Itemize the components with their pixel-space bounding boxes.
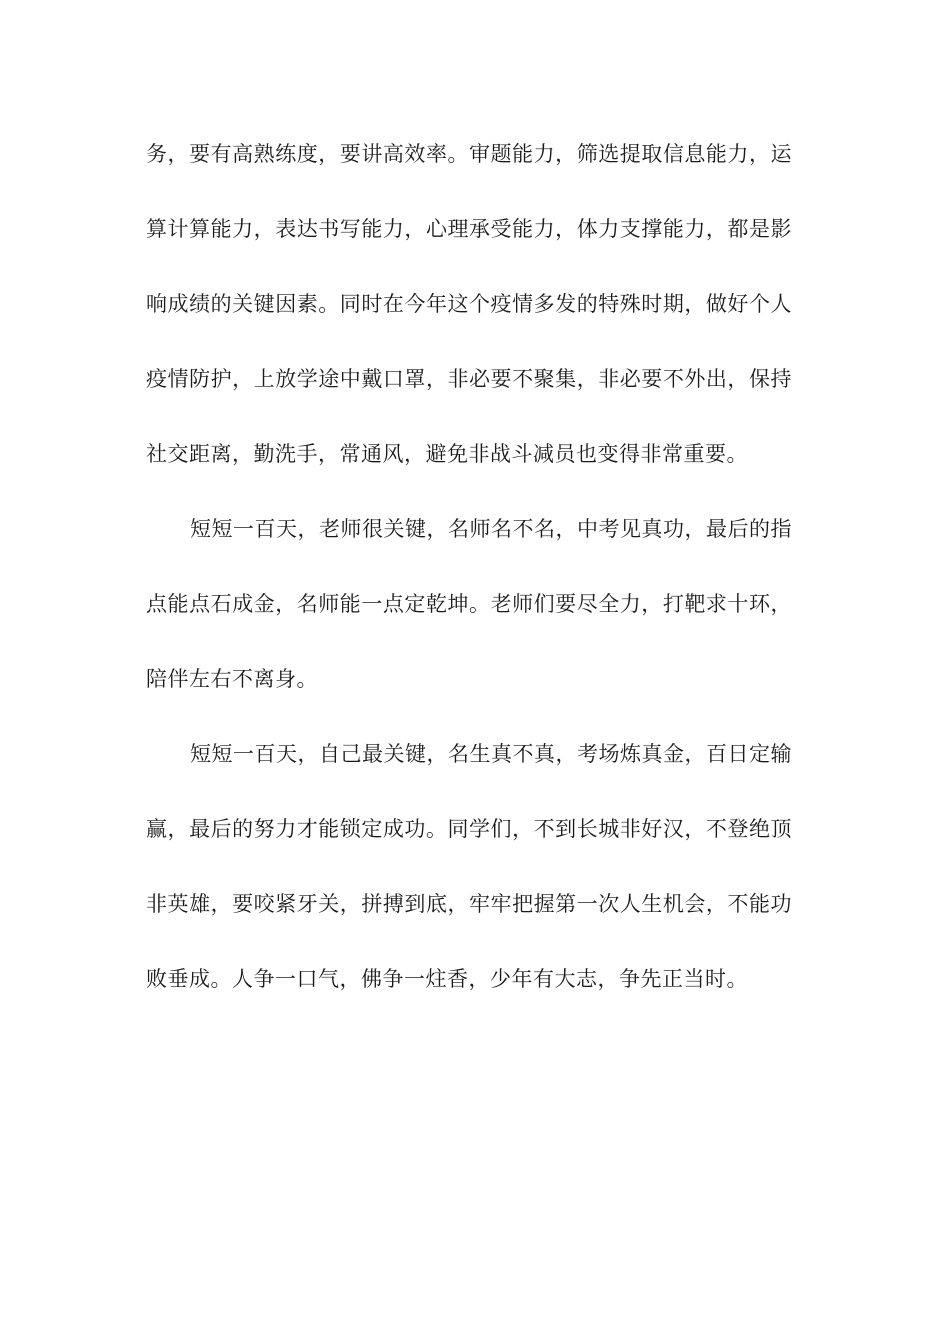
paragraph-1: 务，要有高熟练度，要讲高效率。审题能力，筛选提取信息能力，运算计算能力，表达书写能力，心理承受能力，体力支撑能力，都是影响成绩的关键因素。同时在今年这个疫情多发的特殊时期，做好个人疫情防护，上放学途中戴口罩，非必要不聚集，非必要不外出，保持社交距离，勤洗手，常通风，避免非战斗减员也变得非常重要。 [146,142,792,466]
paragraph-3: 短短一百天，自己最关键，名生真不真，考场炼真金，百日定输赢，最后的努力才能锁定成功。同学们，不到长城非好汉，不登绝顶非英雄，要咬紧牙关，拼搏到底，牢牢把握第一次人生机会，不能功败垂成。人争一口气，佛争一炷香，少年有大志，争先正当时。 [146,742,792,991]
document-body [146,117,792,1017]
paragraph-2: 短短一百天，老师很关键，名师名不名，中考见真功，最后的指点能点石成金，名师能一点定乾坤。老师们要尽全力，打靶求十环，陪伴左右不离身。 [146,517,792,691]
